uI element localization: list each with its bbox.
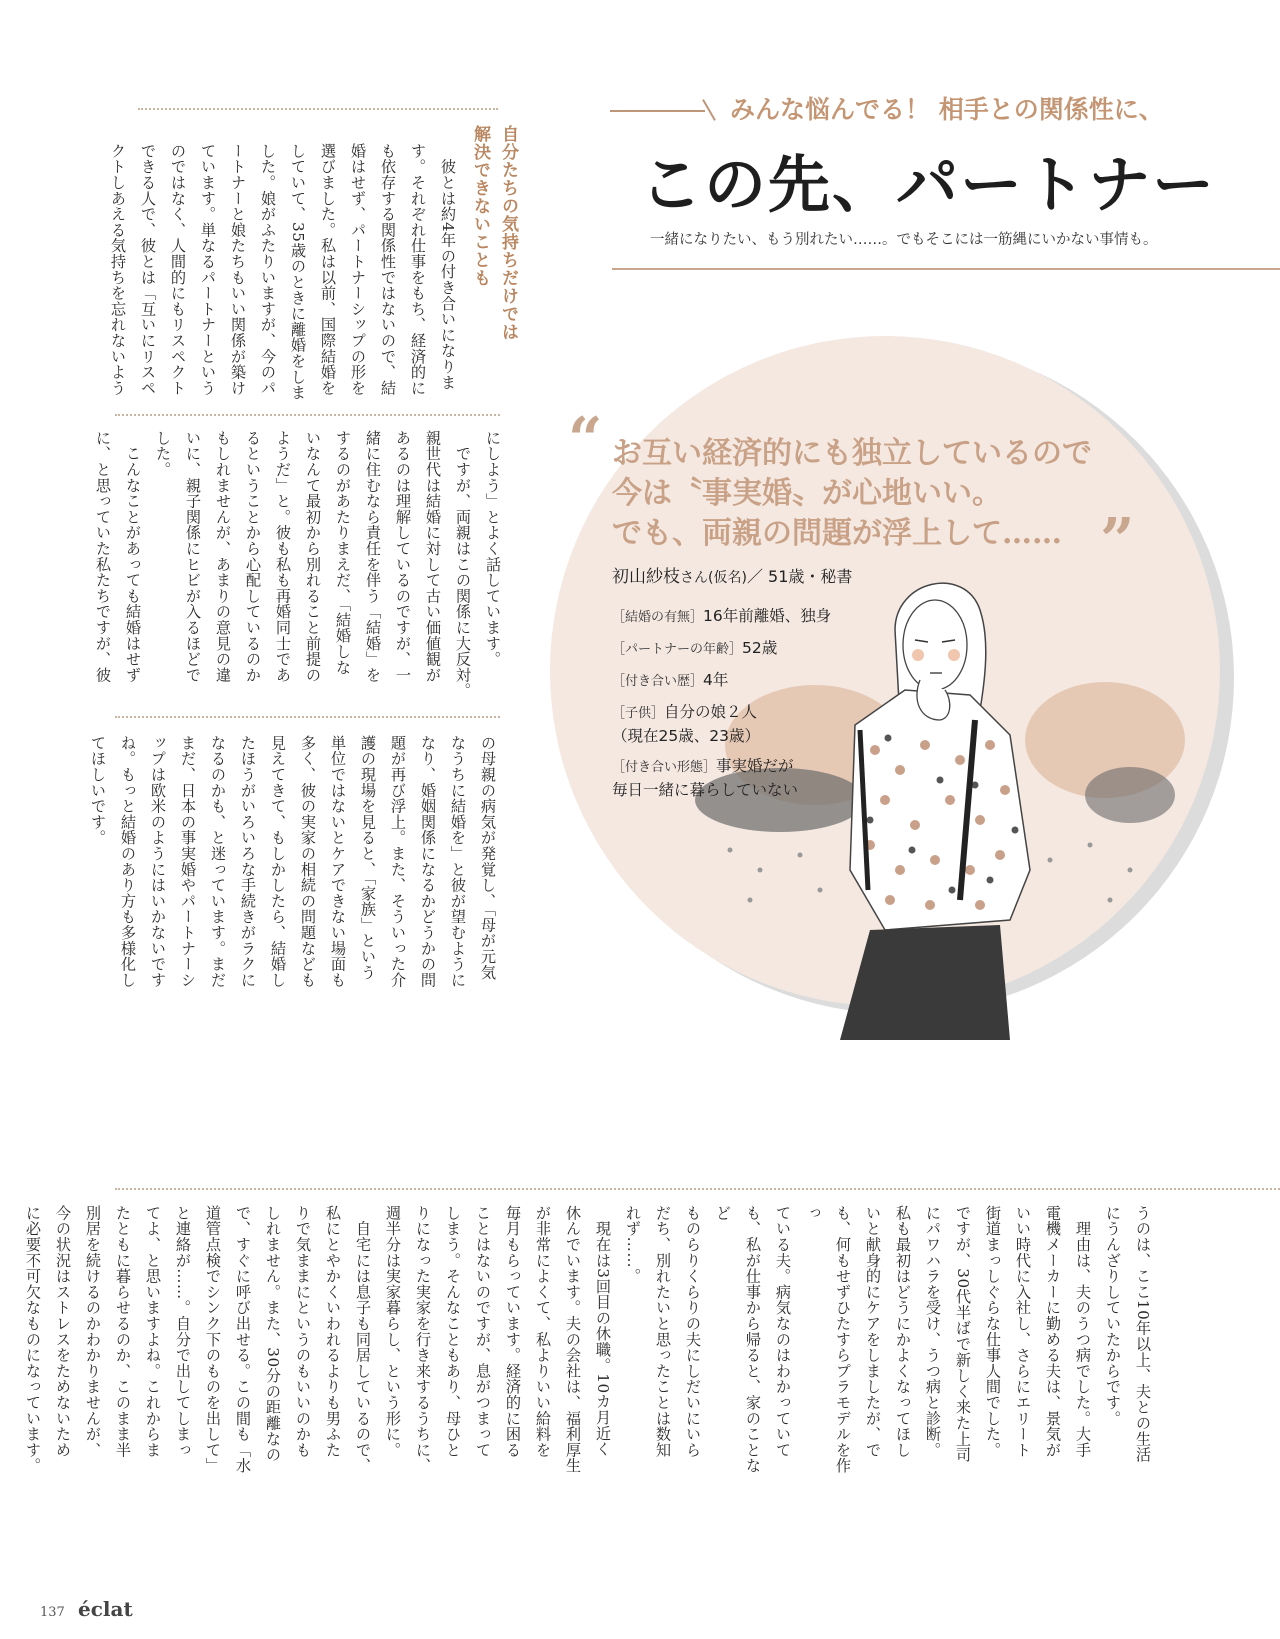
profile-label: ［結婚の有無］ (612, 610, 704, 625)
profile-value: 自分の娘２人 （現在25歳、23歳） (612, 703, 760, 745)
quote-close-mark: ” (1100, 506, 1135, 576)
case-name (612, 562, 852, 587)
top-dotted-rule (138, 108, 498, 110)
profile-label: ［付き合い歴］ (612, 674, 704, 689)
profile-value: 事実婚だが 毎日一緒に暮らしていない (612, 757, 799, 799)
case-meta: ／ 51歳・秘書 (746, 567, 853, 586)
skirt (840, 925, 1010, 1040)
profile-value: 52歳 (742, 639, 778, 657)
title-rule (612, 268, 1280, 270)
mid-dotted-rule-1 (115, 414, 500, 416)
profile-row (612, 701, 912, 747)
profile-row (612, 669, 912, 693)
quote-open-mark: “ (568, 405, 603, 475)
profile-value: 4年 (703, 671, 729, 689)
kicker (610, 88, 1190, 128)
bush-right-dark (1085, 767, 1175, 823)
body-column-4: うのは、ここ10年以上、夫との生活 にうんざりしていたからです。 理由は、夫のうつ病でした。大手 電機メーカーに勤める夫は、景気が いい時代に入社し、さらにエリート 街道まっしぐらな仕事人間でした。 ですが、30代半ばで新しく来た上司 にパワハラを受け、うつ病と診断。 私も最初はどうにかよくなってほし いと献身的にケアをしましたが、で も、何もせずひたすらプラモデルを作っ ている夫。病気なのはわかっていて も、私が仕事から帰ると、家のことなど ものらりくらりの夫にしだいにいら だち、別れたいと思ったことは数知 れず……。 現在は3回目の休職。10カ月近く 休んでいます。夫の会社は、福利厚生 が非常によくて、私よりいい給料を 毎月もらっています。経済的に困る ことはないのですが、息がつまって しまう。そんなこともあり、母ひと りになった実家を行き来するうちに、 週半分は実家暮らし、という形に。 自宅には息子も同居しているので、 私にとやかくいわれるよりも男ふた りで気ままにというのもいいのかも しれません。また、30分の距離なの で、すぐに呼び出せる。この間も「水 道管点検でシンク下のものを出して」 と連絡が……。自分で出してしまっ てよ、と思いますよね。これからま たともに暮らせるのか、このまま半 別居を続けるのかわかりませんが、 今の状況はストレスをためないため に必要不可欠なものになっています。 (24, 1205, 1152, 1474)
profile-row (612, 755, 912, 801)
mid-dotted-rule-2 (115, 716, 500, 718)
case-name-main: 初山紗枝 (612, 567, 680, 587)
case-honorific: さん(仮名) (680, 570, 747, 586)
case-quote: お互い経済的にも独立しているので 今は〝事実婚〟が心地いい。 でも、両親の問題が浮上して…… (612, 436, 1092, 551)
lead-text: 一緒になりたい、もう別れたい……。でもそこには一筋縄にいかない事情も。 (650, 232, 1158, 248)
kicker-text: みんな悩んでる！ 相手との関係性に、 (730, 95, 1164, 124)
cheek-right (948, 649, 960, 661)
cheek-left (912, 649, 924, 661)
profile-label: ［付き合い形態］ (612, 760, 717, 775)
profile-row (612, 605, 912, 629)
body-column-1: 彼とは約4年の付き合いになりま す。それぞれ仕事をもち、経済的に も依存する関係性ではないので、結 婚はせず、パートナーシップの形を 選びました。私は以前、国際結婚を していて、35歳のときに離婚をしま した。娘がふたりいますが、今のパ ートナーと娘たちもいい関係が築け ています。単なるパートナーという のではなく、人間的にもリスペクト できる人で、彼とは「互いにリスペ クトしあえる気持ちを忘れないよう (109, 143, 457, 401)
body-column-2: にしよう」とよく話しています。 ですが、両親はこの関係に大反対。 親世代は結婚に対して古い価値観が あるのは理解しているのですが、一 緒に住むなら責任を伴う「結婚」を するのがあたりまえだ、「結婚しな いなんて最初から別れること前提の ようだ」と。彼も私も再婚同士であ るということから心配しているのか もしれませんが、あまりの意見の違 いに、親子関係にヒビが入るほどで した。 こんなことがあっても結婚はせず に、と思っていた私たちですが、彼 (94, 430, 502, 699)
face (903, 600, 967, 690)
profile-label: ［子供］ (612, 706, 665, 721)
magazine-logo: éclat (78, 1597, 133, 1621)
kicker-rule (610, 110, 705, 112)
bottom-dotted-rule (115, 1188, 1280, 1190)
profile-row (612, 637, 912, 661)
page-number: 137 (40, 1605, 65, 1620)
profile-label: ［パートナーの年齢］ (612, 642, 743, 657)
body-column-3: の母親の病気が発覚し、「母が元気 なうちに結婚を」と彼が望むように なり、婚姻関係になるかどうかの問 題が再び浮上。また、そういった介 護の現場を見ると、「家族」という 単位ではないとケアできない場面も 多く、彼の実家の相続の問題なども 見えてきて、もしかしたら、結婚し たほうがいろいろな手続きがラクに なるのかも、と迷っています。まだ まだ、日本の事実婚やパートナーシ ップは欧米のようにはいかないです ね。もっと結婚のあり方も多様化し てほしいです。 (89, 735, 497, 988)
case-profile (612, 605, 912, 809)
profile-value: 16年前離婚、独身 (703, 607, 832, 625)
section-heading: 自分たちの気持ちだけでは 解決できないことも (470, 125, 518, 341)
page-title: この先、パートナー (640, 148, 1217, 221)
